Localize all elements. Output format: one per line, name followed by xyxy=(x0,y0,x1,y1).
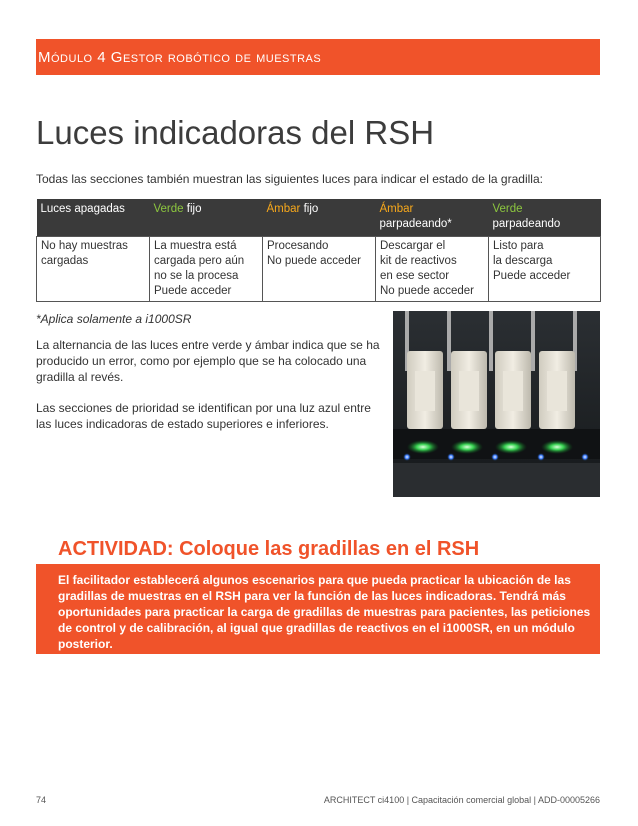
indicator-lights-table xyxy=(36,199,601,302)
activity-box xyxy=(36,564,600,654)
table-cell: Descargar el kit de reactivos en ese sector No puede acceder xyxy=(376,237,489,302)
table-row xyxy=(37,237,601,302)
footnote: *Aplica solamente a i1000SR xyxy=(36,312,192,326)
table-header-row xyxy=(37,199,601,237)
rsh-photo-illustration xyxy=(393,311,600,497)
intro-text: Todas las secciones también muestran las siguientes luces para indicar el estado de la gradilla: xyxy=(36,172,543,186)
footer-text: ARCHITECT ci4100 | Capacitación comercial global | ADD-00005266 xyxy=(323,795,600,805)
table-cell: La muestra está cargada pero aún no se la procesa Puede acceder xyxy=(150,237,263,302)
activity-body: El facilitador establecerá algunos escenarios para que pueda practicar la ubicación de las gradillas de muestras en el RSH para ver la función de las luces indicadoras. Tendrá más oportunidades para practicar la carga de gradillas de muestras para pacientes, las peticiones de control y de calibración, al igual que gradillas de reactivos en el i1000SR, en un módulo posterior. xyxy=(58,573,591,651)
module-title: Módulo 4 Gestor robótico de muestras xyxy=(38,48,322,66)
table-cell: No hay muestras cargadas xyxy=(37,237,150,302)
page-title: Luces indicadoras del RSH xyxy=(36,114,435,151)
activity-title: ACTIVIDAD: Coloque las gradillas en el RSH xyxy=(58,538,480,560)
module-header-bar xyxy=(36,39,600,75)
paragraph-priority-sections: Las secciones de prioridad se identifican por una luz azul entre las luces indicadoras de estado superiores e inferiores. xyxy=(36,401,371,431)
page-number: 74 xyxy=(36,795,47,805)
header-green-steady: Verde fijo xyxy=(150,199,263,237)
header-amber-blinking: Ámbar parpadeando* xyxy=(376,199,489,237)
table-cell: Procesando No puede acceder xyxy=(263,237,376,302)
header-green-blinking: Verde parpadeando xyxy=(489,199,601,237)
header-amber-steady: Ámbar fijo xyxy=(263,199,376,237)
rsh-lights-photo xyxy=(393,311,600,497)
header-lights-off: Luces apagadas xyxy=(37,199,150,237)
paragraph-alternating-lights: La alternancia de las luces entre verde y ámbar indica que se ha producido un error, como por ejemplo que se ha colocado una gradilla al revés. xyxy=(36,338,380,384)
table-cell: Listo para la descarga Puede acceder xyxy=(489,237,601,302)
